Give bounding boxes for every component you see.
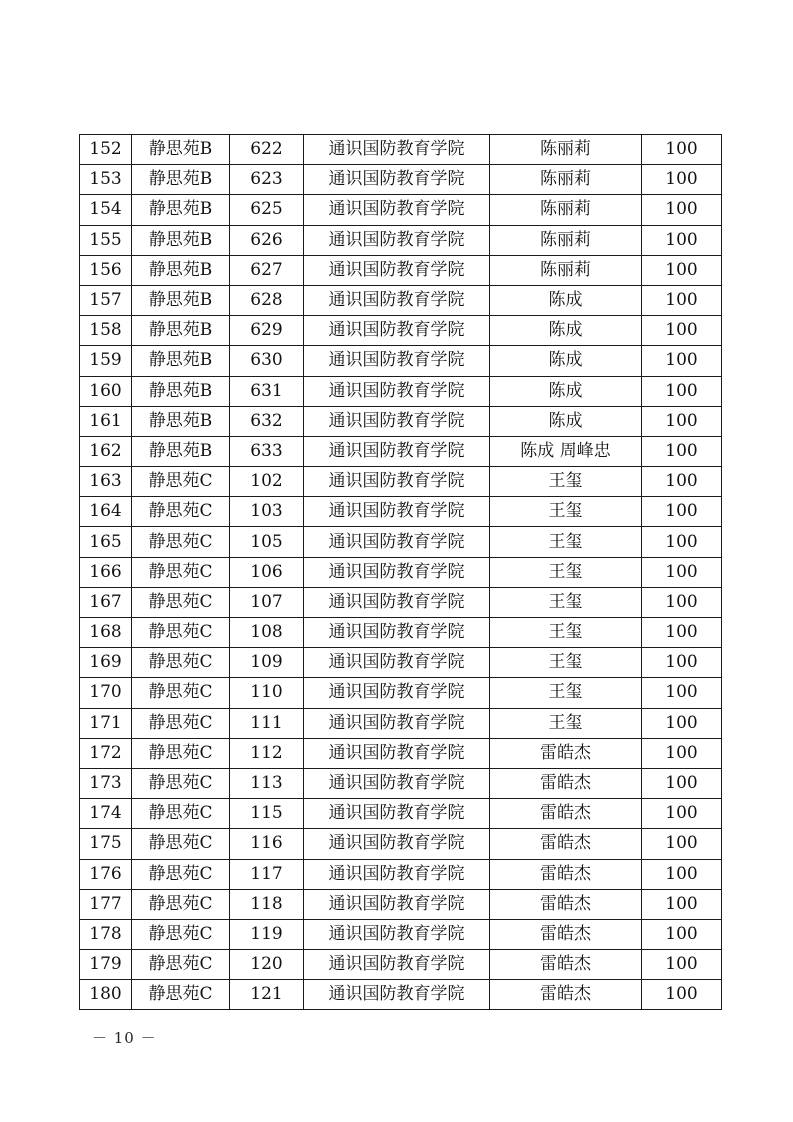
row-number-cell: 159 bbox=[80, 346, 132, 376]
room-number-cell: 627 bbox=[230, 255, 304, 285]
teacher-name-cell: 陈成 周峰忠 bbox=[490, 436, 642, 466]
college-name-cell: 通识国防教育学院 bbox=[304, 346, 490, 376]
room-number-cell: 105 bbox=[230, 527, 304, 557]
table-row bbox=[80, 799, 722, 829]
teacher-name-cell: 雷皓杰 bbox=[490, 980, 642, 1010]
teacher-name-cell: 陈丽莉 bbox=[490, 195, 642, 225]
building-name-cell: 静思苑C bbox=[132, 467, 230, 497]
table-row bbox=[80, 708, 722, 738]
row-number-cell: 156 bbox=[80, 255, 132, 285]
row-number-cell: 154 bbox=[80, 195, 132, 225]
table-row bbox=[80, 195, 722, 225]
table-row bbox=[80, 165, 722, 195]
table-row bbox=[80, 919, 722, 949]
row-number-cell: 171 bbox=[80, 708, 132, 738]
room-number-cell: 116 bbox=[230, 829, 304, 859]
teacher-name-cell: 陈成 bbox=[490, 406, 642, 436]
score-cell: 100 bbox=[642, 557, 722, 587]
teacher-name-cell: 陈丽莉 bbox=[490, 255, 642, 285]
college-name-cell: 通识国防教育学院 bbox=[304, 527, 490, 557]
building-name-cell: 静思苑B bbox=[132, 436, 230, 466]
table-row bbox=[80, 980, 722, 1010]
table-row bbox=[80, 648, 722, 678]
building-name-cell: 静思苑C bbox=[132, 829, 230, 859]
college-name-cell: 通识国防教育学院 bbox=[304, 225, 490, 255]
room-number-cell: 623 bbox=[230, 165, 304, 195]
building-name-cell: 静思苑C bbox=[132, 678, 230, 708]
teacher-name-cell: 雷皓杰 bbox=[490, 768, 642, 798]
college-name-cell: 通识国防教育学院 bbox=[304, 406, 490, 436]
teacher-name-cell: 陈丽莉 bbox=[490, 135, 642, 165]
room-number-cell: 106 bbox=[230, 557, 304, 587]
table-row bbox=[80, 859, 722, 889]
teacher-name-cell: 雷皓杰 bbox=[490, 829, 642, 859]
row-number-cell: 169 bbox=[80, 648, 132, 678]
room-number-cell: 629 bbox=[230, 316, 304, 346]
teacher-name-cell: 陈成 bbox=[490, 346, 642, 376]
score-cell: 100 bbox=[642, 708, 722, 738]
room-number-cell: 625 bbox=[230, 195, 304, 225]
table-row bbox=[80, 225, 722, 255]
building-name-cell: 静思苑B bbox=[132, 255, 230, 285]
teacher-name-cell: 雷皓杰 bbox=[490, 950, 642, 980]
score-cell: 100 bbox=[642, 859, 722, 889]
teacher-name-cell: 王玺 bbox=[490, 648, 642, 678]
score-cell: 100 bbox=[642, 346, 722, 376]
table-row bbox=[80, 829, 722, 859]
score-cell: 100 bbox=[642, 829, 722, 859]
row-number-cell: 168 bbox=[80, 618, 132, 648]
building-name-cell: 静思苑B bbox=[132, 195, 230, 225]
teacher-name-cell: 王玺 bbox=[490, 497, 642, 527]
score-cell: 100 bbox=[642, 165, 722, 195]
building-name-cell: 静思苑C bbox=[132, 980, 230, 1010]
college-name-cell: 通识国防教育学院 bbox=[304, 497, 490, 527]
score-cell: 100 bbox=[642, 648, 722, 678]
building-name-cell: 静思苑B bbox=[132, 225, 230, 255]
building-name-cell: 静思苑B bbox=[132, 316, 230, 346]
score-cell: 100 bbox=[642, 285, 722, 315]
college-name-cell: 通识国防教育学院 bbox=[304, 376, 490, 406]
teacher-name-cell: 王玺 bbox=[490, 678, 642, 708]
row-number-cell: 179 bbox=[80, 950, 132, 980]
room-number-cell: 107 bbox=[230, 587, 304, 617]
teacher-name-cell: 陈丽莉 bbox=[490, 225, 642, 255]
score-cell: 100 bbox=[642, 316, 722, 346]
row-number-cell: 155 bbox=[80, 225, 132, 255]
row-number-cell: 166 bbox=[80, 557, 132, 587]
table-row bbox=[80, 285, 722, 315]
room-number-cell: 630 bbox=[230, 346, 304, 376]
table-row bbox=[80, 618, 722, 648]
row-number-cell: 157 bbox=[80, 285, 132, 315]
building-name-cell: 静思苑C bbox=[132, 950, 230, 980]
building-name-cell: 静思苑B bbox=[132, 406, 230, 436]
building-name-cell: 静思苑B bbox=[132, 165, 230, 195]
teacher-name-cell: 王玺 bbox=[490, 618, 642, 648]
college-name-cell: 通识国防教育学院 bbox=[304, 557, 490, 587]
building-name-cell: 静思苑C bbox=[132, 889, 230, 919]
row-number-cell: 152 bbox=[80, 135, 132, 165]
teacher-name-cell: 王玺 bbox=[490, 527, 642, 557]
teacher-name-cell: 王玺 bbox=[490, 467, 642, 497]
room-number-cell: 118 bbox=[230, 889, 304, 919]
score-cell: 100 bbox=[642, 980, 722, 1010]
row-number-cell: 178 bbox=[80, 919, 132, 949]
building-name-cell: 静思苑C bbox=[132, 768, 230, 798]
building-name-cell: 静思苑B bbox=[132, 135, 230, 165]
building-name-cell: 静思苑C bbox=[132, 648, 230, 678]
building-name-cell: 静思苑C bbox=[132, 497, 230, 527]
college-name-cell: 通识国防教育学院 bbox=[304, 678, 490, 708]
row-number-cell: 162 bbox=[80, 436, 132, 466]
score-cell: 100 bbox=[642, 768, 722, 798]
college-name-cell: 通识国防教育学院 bbox=[304, 195, 490, 225]
score-cell: 100 bbox=[642, 255, 722, 285]
score-cell: 100 bbox=[642, 497, 722, 527]
room-number-cell: 120 bbox=[230, 950, 304, 980]
college-name-cell: 通识国防教育学院 bbox=[304, 255, 490, 285]
room-number-cell: 622 bbox=[230, 135, 304, 165]
room-number-cell: 102 bbox=[230, 467, 304, 497]
score-cell: 100 bbox=[642, 467, 722, 497]
table-row bbox=[80, 768, 722, 798]
page-number: － 10 － bbox=[92, 1029, 157, 1047]
score-cell: 100 bbox=[642, 889, 722, 919]
teacher-name-cell: 陈成 bbox=[490, 316, 642, 346]
college-name-cell: 通识国防教育学院 bbox=[304, 648, 490, 678]
row-number-cell: 175 bbox=[80, 829, 132, 859]
score-cell: 100 bbox=[642, 406, 722, 436]
teacher-name-cell: 陈成 bbox=[490, 285, 642, 315]
room-number-cell: 626 bbox=[230, 225, 304, 255]
row-number-cell: 180 bbox=[80, 980, 132, 1010]
college-name-cell: 通识国防教育学院 bbox=[304, 829, 490, 859]
college-name-cell: 通识国防教育学院 bbox=[304, 436, 490, 466]
row-number-cell: 164 bbox=[80, 497, 132, 527]
score-cell: 100 bbox=[642, 587, 722, 617]
building-name-cell: 静思苑C bbox=[132, 799, 230, 829]
row-number-cell: 165 bbox=[80, 527, 132, 557]
table-row bbox=[80, 467, 722, 497]
college-name-cell: 通识国防教育学院 bbox=[304, 950, 490, 980]
teacher-name-cell: 雷皓杰 bbox=[490, 799, 642, 829]
room-number-cell: 119 bbox=[230, 919, 304, 949]
room-number-cell: 115 bbox=[230, 799, 304, 829]
college-name-cell: 通识国防教育学院 bbox=[304, 467, 490, 497]
teacher-name-cell: 雷皓杰 bbox=[490, 889, 642, 919]
dormitory-score-table bbox=[79, 134, 722, 1010]
score-cell: 100 bbox=[642, 376, 722, 406]
table-row bbox=[80, 376, 722, 406]
row-number-cell: 167 bbox=[80, 587, 132, 617]
table-row bbox=[80, 135, 722, 165]
table-row bbox=[80, 557, 722, 587]
room-number-cell: 631 bbox=[230, 376, 304, 406]
score-cell: 100 bbox=[642, 919, 722, 949]
teacher-name-cell: 王玺 bbox=[490, 708, 642, 738]
table-row bbox=[80, 346, 722, 376]
college-name-cell: 通识国防教育学院 bbox=[304, 738, 490, 768]
room-number-cell: 117 bbox=[230, 859, 304, 889]
score-cell: 100 bbox=[642, 436, 722, 466]
college-name-cell: 通识国防教育学院 bbox=[304, 618, 490, 648]
table-row bbox=[80, 497, 722, 527]
college-name-cell: 通识国防教育学院 bbox=[304, 859, 490, 889]
table-row bbox=[80, 436, 722, 466]
college-name-cell: 通识国防教育学院 bbox=[304, 768, 490, 798]
score-cell: 100 bbox=[642, 225, 722, 255]
score-cell: 100 bbox=[642, 799, 722, 829]
row-number-cell: 170 bbox=[80, 678, 132, 708]
row-number-cell: 160 bbox=[80, 376, 132, 406]
room-number-cell: 112 bbox=[230, 738, 304, 768]
college-name-cell: 通识国防教育学院 bbox=[304, 316, 490, 346]
table-row bbox=[80, 316, 722, 346]
table-row bbox=[80, 255, 722, 285]
room-number-cell: 628 bbox=[230, 285, 304, 315]
teacher-name-cell: 雷皓杰 bbox=[490, 919, 642, 949]
row-number-cell: 177 bbox=[80, 889, 132, 919]
teacher-name-cell: 王玺 bbox=[490, 557, 642, 587]
college-name-cell: 通识国防教育学院 bbox=[304, 165, 490, 195]
college-name-cell: 通识国防教育学院 bbox=[304, 919, 490, 949]
table-row bbox=[80, 527, 722, 557]
table-row bbox=[80, 738, 722, 768]
score-cell: 100 bbox=[642, 738, 722, 768]
score-cell: 100 bbox=[642, 195, 722, 225]
room-number-cell: 109 bbox=[230, 648, 304, 678]
row-number-cell: 173 bbox=[80, 768, 132, 798]
room-number-cell: 113 bbox=[230, 768, 304, 798]
row-number-cell: 158 bbox=[80, 316, 132, 346]
room-number-cell: 633 bbox=[230, 436, 304, 466]
college-name-cell: 通识国防教育学院 bbox=[304, 889, 490, 919]
building-name-cell: 静思苑C bbox=[132, 708, 230, 738]
room-number-cell: 121 bbox=[230, 980, 304, 1010]
table-body bbox=[80, 135, 722, 1010]
building-name-cell: 静思苑C bbox=[132, 738, 230, 768]
building-name-cell: 静思苑C bbox=[132, 587, 230, 617]
table-row bbox=[80, 587, 722, 617]
row-number-cell: 161 bbox=[80, 406, 132, 436]
row-number-cell: 163 bbox=[80, 467, 132, 497]
college-name-cell: 通识国防教育学院 bbox=[304, 587, 490, 617]
college-name-cell: 通识国防教育学院 bbox=[304, 285, 490, 315]
room-number-cell: 632 bbox=[230, 406, 304, 436]
teacher-name-cell: 雷皓杰 bbox=[490, 738, 642, 768]
building-name-cell: 静思苑B bbox=[132, 376, 230, 406]
table-row bbox=[80, 406, 722, 436]
room-number-cell: 108 bbox=[230, 618, 304, 648]
building-name-cell: 静思苑C bbox=[132, 919, 230, 949]
score-cell: 100 bbox=[642, 678, 722, 708]
college-name-cell: 通识国防教育学院 bbox=[304, 799, 490, 829]
row-number-cell: 153 bbox=[80, 165, 132, 195]
teacher-name-cell: 雷皓杰 bbox=[490, 859, 642, 889]
table-row bbox=[80, 950, 722, 980]
score-cell: 100 bbox=[642, 618, 722, 648]
room-number-cell: 110 bbox=[230, 678, 304, 708]
room-number-cell: 111 bbox=[230, 708, 304, 738]
row-number-cell: 172 bbox=[80, 738, 132, 768]
row-number-cell: 174 bbox=[80, 799, 132, 829]
teacher-name-cell: 王玺 bbox=[490, 587, 642, 617]
building-name-cell: 静思苑C bbox=[132, 859, 230, 889]
row-number-cell: 176 bbox=[80, 859, 132, 889]
building-name-cell: 静思苑C bbox=[132, 557, 230, 587]
score-cell: 100 bbox=[642, 135, 722, 165]
building-name-cell: 静思苑C bbox=[132, 527, 230, 557]
teacher-name-cell: 陈丽莉 bbox=[490, 165, 642, 195]
room-number-cell: 103 bbox=[230, 497, 304, 527]
college-name-cell: 通识国防教育学院 bbox=[304, 980, 490, 1010]
building-name-cell: 静思苑B bbox=[132, 346, 230, 376]
building-name-cell: 静思苑C bbox=[132, 618, 230, 648]
college-name-cell: 通识国防教育学院 bbox=[304, 708, 490, 738]
table-row bbox=[80, 889, 722, 919]
score-cell: 100 bbox=[642, 527, 722, 557]
score-cell: 100 bbox=[642, 950, 722, 980]
college-name-cell: 通识国防教育学院 bbox=[304, 135, 490, 165]
table-row bbox=[80, 678, 722, 708]
building-name-cell: 静思苑B bbox=[132, 285, 230, 315]
teacher-name-cell: 陈成 bbox=[490, 376, 642, 406]
